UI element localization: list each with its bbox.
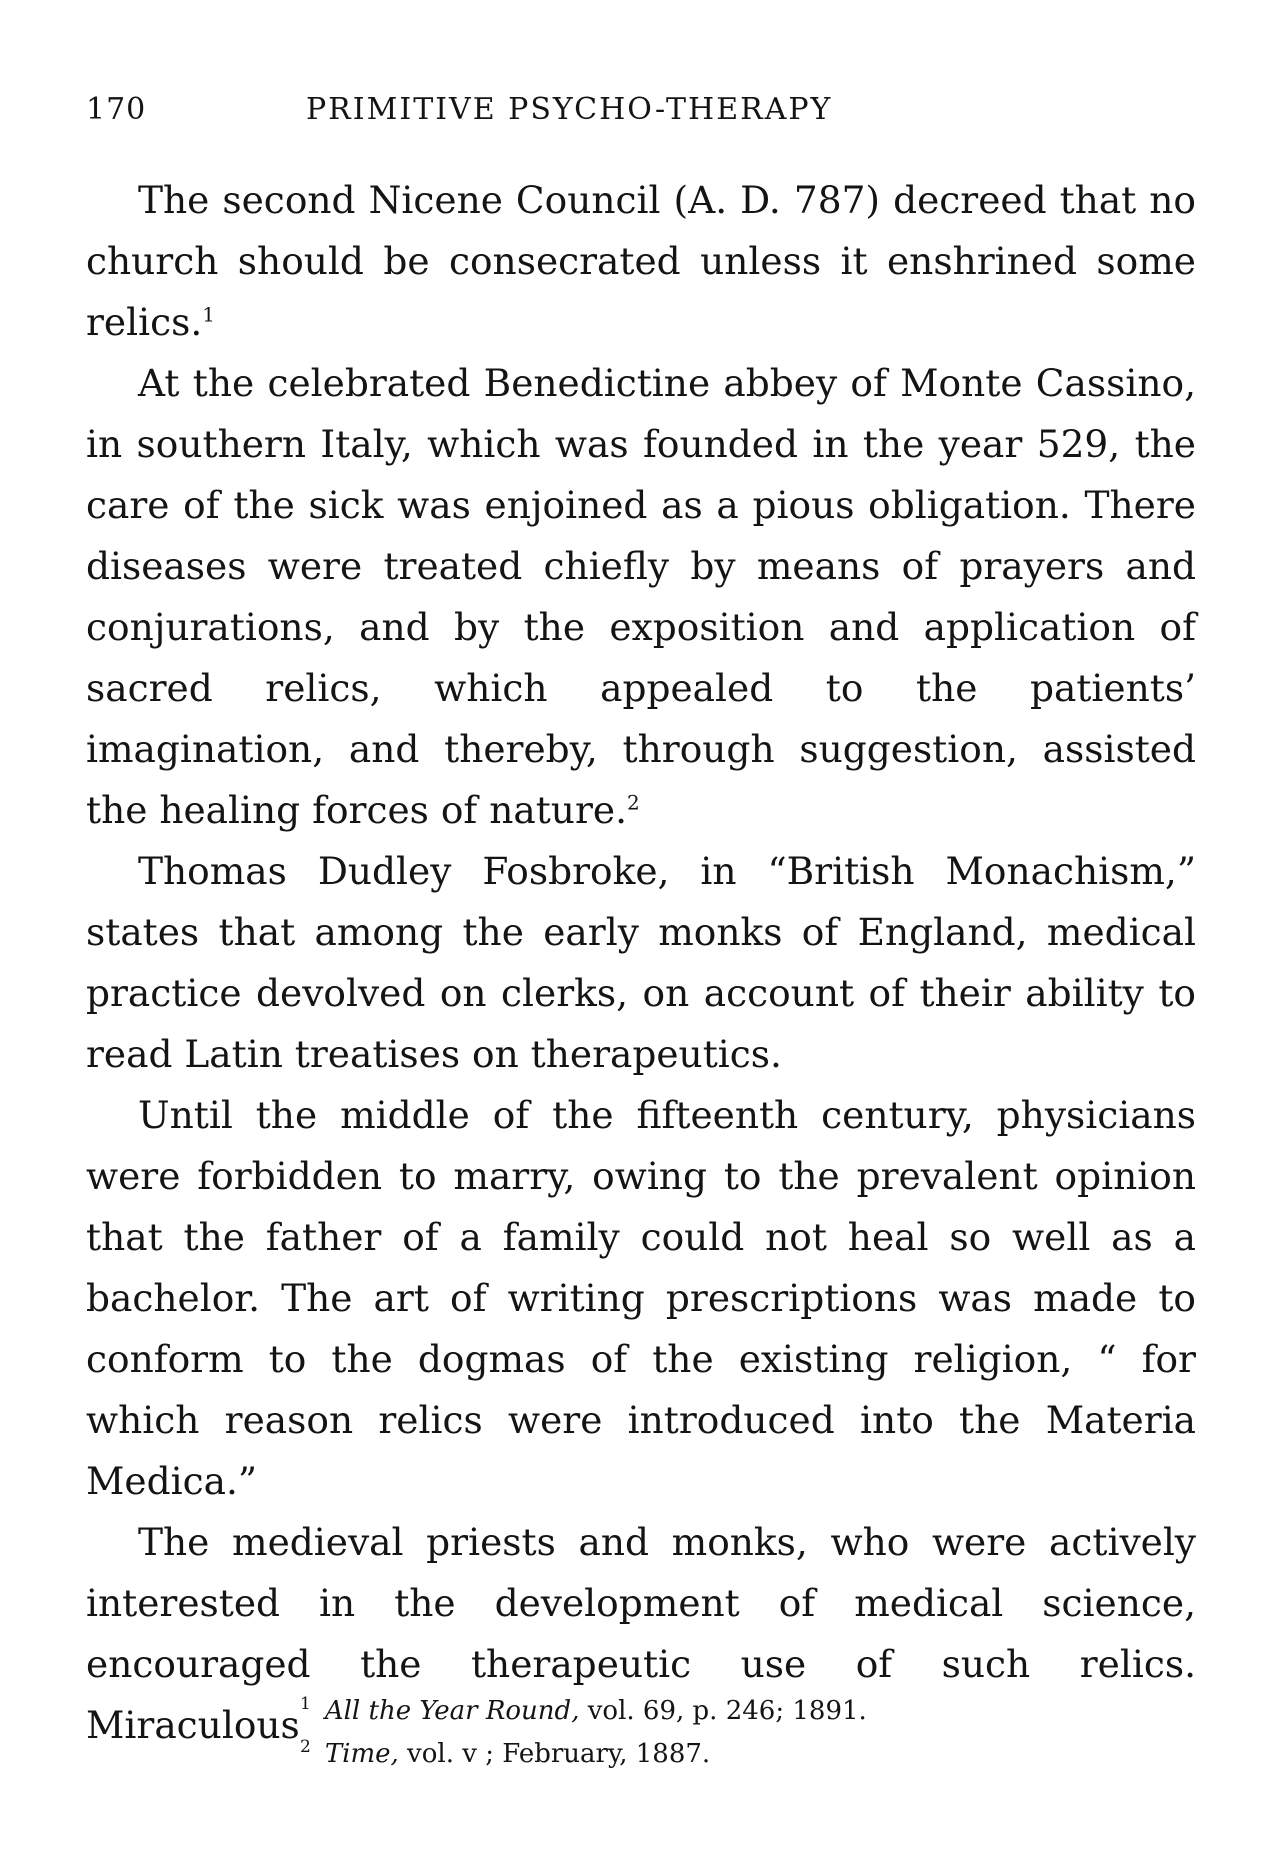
- page-number: 170: [86, 92, 147, 127]
- running-title: PRIMITIVE PSYCHO-THERAPY: [306, 92, 833, 127]
- page-header: [86, 92, 1196, 138]
- era-abbreviation: A. D.: [688, 178, 781, 222]
- footnote-citation: vol. v ; February, 1887.: [398, 1739, 711, 1769]
- footnote-reference: 1: [202, 302, 216, 327]
- paragraph-medieval-priests: The medieval priests and monks, who were actively interested in the development of medical science, encouraged the therapeutic use of such relics. Miraculous: [86, 1520, 1196, 1747]
- paragraph-physicians: Until the middle of the fifteenth century, physicians were forbidden to marry, owing to the prevalent opinion that the father of a family could not heal so well as a bachelor. The art of writing prescriptions was made to conform to the dogmas of the existing religion, “ for which reason relics were introduced into the Materia Medica.”: [86, 1093, 1196, 1503]
- paragraph-fosbroke: Thomas Dudley Fosbroke, in “British Monachism,” states that among the early monks of England, medical practice devolved on clerks, on account of their ability to read Latin treatises on therapeutics.: [86, 849, 1196, 1076]
- footnote-reference: 2: [627, 790, 640, 815]
- footnote-title: All the Year Round,: [324, 1696, 580, 1726]
- footnote-title: Time,: [324, 1739, 399, 1769]
- footnotes: [300, 1690, 1160, 1776]
- paragraph-monte-cassino: [86, 353, 1196, 841]
- paragraph-nicene-council: [86, 170, 1196, 353]
- body-text: [86, 170, 1196, 1756]
- footnote-citation: vol. 69, p. 246; 1891.: [579, 1696, 867, 1726]
- footnote-mark: 2: [300, 1737, 311, 1758]
- footnote-mark: 1: [300, 1694, 311, 1715]
- footnote: [300, 1690, 1160, 1733]
- paragraph-text: The second Nicene Council (: [138, 178, 689, 222]
- paragraph-text: At the celebrated Benedictine abbey of Monte Cassino, in southern Italy, which was founded in the year 529, the care of the sick was enjoined as a pious obligation. There diseases were treated chiefly by means of prayers and conjurations, and by the exposition and application of sacred relics, which appealed to the patients’ imagination, and thereby, through suggestion, assisted the healing forces of nature.: [86, 361, 1196, 832]
- paragraph-text: 787) decreed that no church should be consecrated unless it enshrined some relics.: [86, 178, 1197, 344]
- footnote: [300, 1733, 1160, 1776]
